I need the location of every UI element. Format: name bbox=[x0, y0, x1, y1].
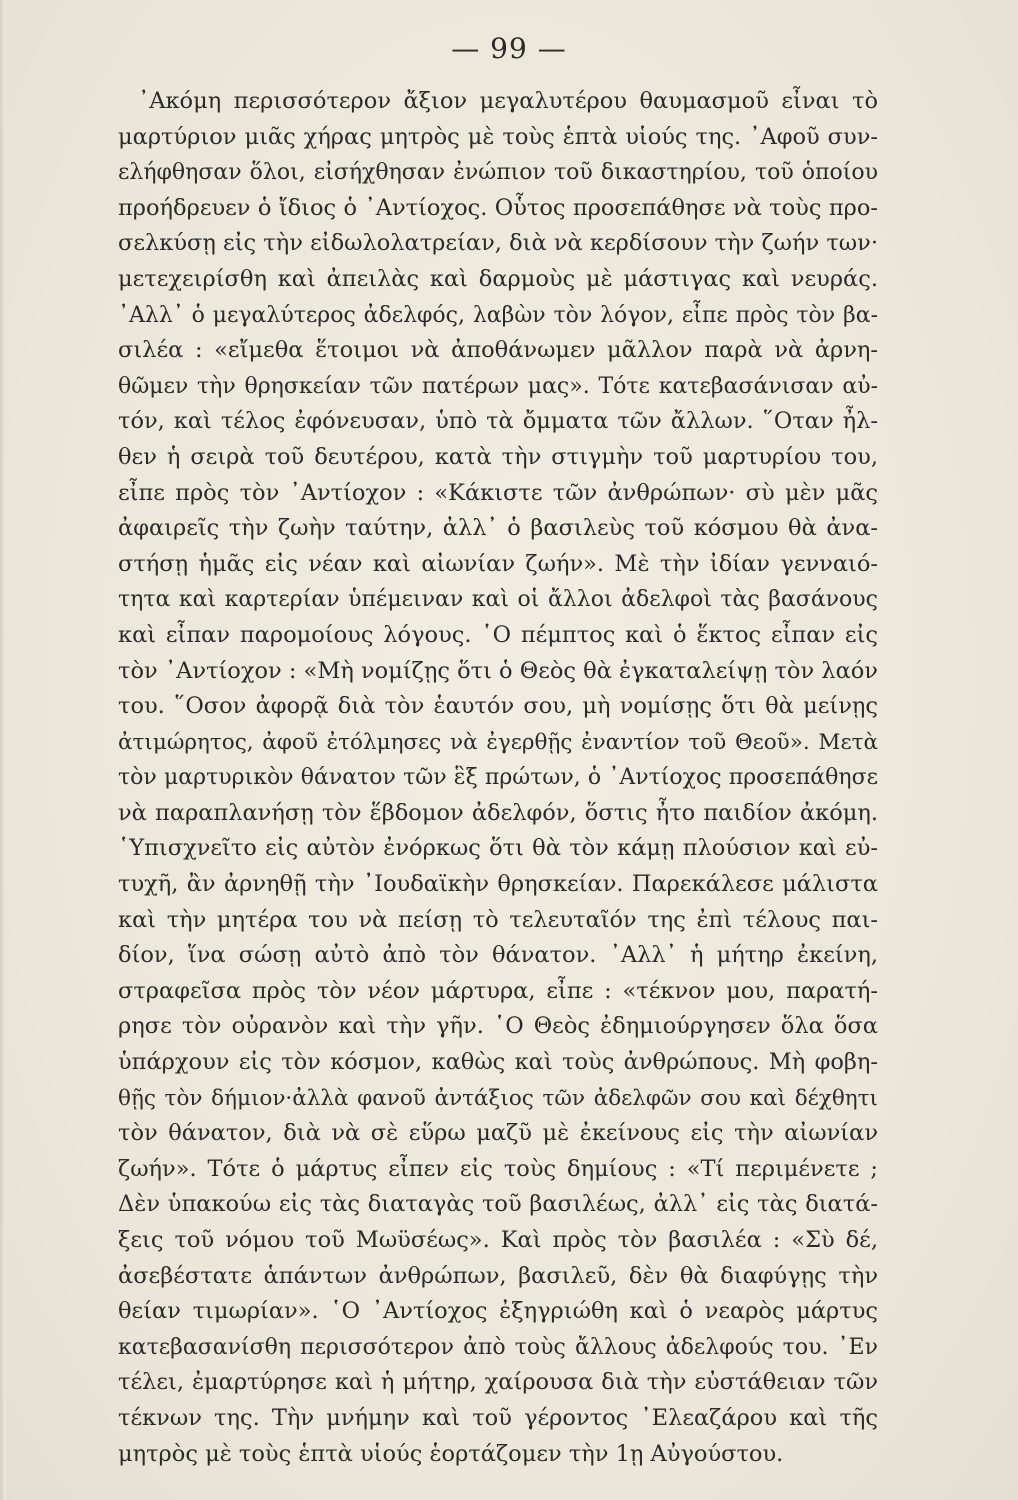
text-line: τὸν θάνατον, διὰ νὰ σὲ εὕρω μαζῦ μὲ ἐκείνους εἰς τὴν αἰωνίαν bbox=[118, 1120, 878, 1147]
text-line: μητρὸς μὲ τοὺς ἑπτὰ υἱούς ἑορτάζομεν τὴν 1ῃ Αὐγούστου. bbox=[118, 1440, 784, 1467]
text-line: θῶμεν τὴν θρησκείαν τῶν πατέρων μας». Τότε κατεβασάνισαν αὐ- bbox=[118, 373, 878, 399]
text-line: τὸν μαρτυρικὸν θάνατον τῶν ἓξ πρώτων, ὁ ᾿Αντίοχος προσεπάθησε bbox=[118, 765, 878, 791]
page-number: — 99 — bbox=[451, 32, 567, 65]
text-line: στήσῃ ἡμᾶς εἰς νέαν καὶ αἰωνίαν ζωήν». Μὲ τὴν ἰδίαν γενναιό- bbox=[118, 550, 878, 577]
text-line: ῾Υπισχνεῖτο εἰς αὐτὸν ἐνόρκως ὅτι θὰ τὸν κάμῃ πλούσιον καὶ εὐ- bbox=[118, 835, 878, 862]
text-line: μαρτύριον μιᾶς χήρας μητρὸς μὲ τοὺς ἑπτὰ υἱούς της. ᾿Αφοῦ συν- bbox=[118, 123, 878, 150]
text-line: τέλει, ἐμαρτύρησε καὶ ἡ μήτηρ, χαίρουσα διὰ τὴν εὐστάθειαν τῶν bbox=[118, 1369, 878, 1396]
text-line: ρησε τὸν οὐρανὸν καὶ τὴν γῆν. ῾Ο Θεὸς ἐδημιούργησεν ὅλα ὅσα bbox=[118, 1013, 878, 1040]
text-line: ᾿Ακόμη περισσότερον ἄξιον μεγαλυτέρου θαυμασμοῦ εἶναι τὸ bbox=[138, 88, 878, 114]
text-line: μετεχειρίσθη καὶ ἀπειλὰς καὶ δαρμοὺς μὲ μάστιγας καὶ νευράς. bbox=[118, 265, 878, 292]
text-line: ξεις τοῦ νόμου τοῦ Μωϋσέως». Καὶ πρὸς τὸν βασιλέα : «Σὺ δέ, bbox=[118, 1227, 878, 1253]
text-line: προήδρευεν ὁ ἴδιος ὁ ᾿Αντίοχος. Οὗτος προσεπάθησε νὰ τοὺς προ- bbox=[118, 194, 878, 221]
text-line: τυχῆ, ἂν ἀρνηθῇ τὴν ᾿Ιουδαϊκὴν θρησκείαν. Παρεκάλεσε μάλιστα bbox=[118, 871, 878, 898]
text-line: δίον, ἵνα σώσῃ αὐτὸ ἀπὸ τὸν θάνατον. ᾿Αλλ᾿ ἡ μήτηρ ἐκείνη, bbox=[118, 942, 878, 969]
text-line: καὶ εἶπαν παρομοίους λόγους. ῾Ο πέμπτος καὶ ὁ ἕκτος εἶπαν εἰς bbox=[118, 621, 878, 648]
page-binding-edge bbox=[0, 0, 6, 1500]
text-line: ελήφθησαν ὅλοι, εἰσήχθησαν ἐνώπιον τοῦ δικαστηρίου, τοῦ ὁποίου bbox=[118, 160, 878, 186]
body-text bbox=[118, 84, 878, 1472]
text-line: καὶ τὴν μητέρα του νὰ πείσῃ τὸ τελευταῖόν της ἐπὶ τέλους παι- bbox=[118, 906, 878, 933]
text-line: ᾿Αλλ᾿ ὁ μεγαλύτερος ἀδελφός, λαβὼν τὸν λόγον, εἶπε πρὸς τὸν βα- bbox=[118, 302, 878, 328]
text-line: ὑπάρχουν εἰς τὸν κόσμον, καθὼς καὶ τοὺς ἀνθρώπους. Μὴ φοβη- bbox=[118, 1049, 878, 1076]
text-line: σελκύσῃ εἰς τὴν εἰδωλολατρείαν, διὰ νὰ κερδίσουν τὴν ζωήν των· bbox=[118, 230, 878, 257]
text-line: τέκνων της. Τὴν μνήμην καὶ τοῦ γέροντος ᾿Ελεαζάρου καὶ τῆς bbox=[118, 1404, 878, 1431]
text-line: Δὲν ὑπακούω εἰς τὰς διαταγὰς τοῦ βασιλέως, ἀλλ᾿ εἰς τὰς διατά- bbox=[118, 1191, 878, 1218]
text-line: ἀσεβέστατε ἁπάντων ἀνθρώπων, βασιλεῦ, δὲν θὰ διαφύγῃς τὴν bbox=[118, 1262, 878, 1289]
text-line: τητα καὶ καρτερίαν ὑπέμειναν καὶ οἱ ἄλλοι ἀδελφοὶ τὰς βασάνους bbox=[118, 587, 878, 613]
text-line: ἀφαιρεῖς τὴν ζωὴν ταύτην, ἀλλ᾿ ὁ βασιλεὺς τοῦ κόσμου θὰ ἀνα- bbox=[118, 515, 878, 542]
text-line: κατεβασανίσθη περισσότερον ἀπὸ τοὺς ἄλλους ἀδελφούς του. ᾿Εν bbox=[118, 1334, 878, 1360]
text-line: του. ῞Οσον ἀφορᾷ διὰ τὸν ἑαυτόν σου, μὴ νομίσῃς ὅτι θὰ μείνῃς bbox=[118, 693, 878, 720]
text-line: θῇς τὸν δήμιον·ἀλλὰ φανοῦ ἀντάξιος τῶν ἀδελφῶν σου καὶ δέχθητι bbox=[118, 1085, 878, 1111]
text-line: τὸν ᾿Αντίοχον : «Μὴ νομίζῃς ὅτι ὁ Θεὸς θὰ ἐγκαταλείψῃ τὸν λαόν bbox=[118, 657, 878, 684]
text-line: εἶπε πρὸς τὸν ᾿Αντίοχον : «Κάκιστε τῶν ἀνθρώπων· σὺ μὲν μᾶς bbox=[118, 479, 878, 506]
text-line: ἀτιμώρητος, ἀφοῦ ἐτόλμησες νὰ ἐγερθῇς ἐναντίον τοῦ Θεοῦ». Μετὰ bbox=[118, 729, 878, 755]
text-line: τόν, καὶ τέλος ἐφόνευσαν, ὑπὸ τὰ ὄμματα τῶν ἄλλων. ῞Οταν ἦλ- bbox=[118, 408, 878, 435]
text-line: νὰ παραπλανήσῃ τὸν ἕβδομον ἀδελφόν, ὅστις ἦτο παιδίον ἀκόμη. bbox=[118, 799, 878, 826]
text-line: θείαν τιμωρίαν». ῾Ο ᾿Αντίοχος ἐξηγριώθη καὶ ὁ νεαρὸς μάρτυς bbox=[118, 1298, 878, 1325]
text-line: ζωήν». Τότε ὁ μάρτυς εἶπεν εἰς τοὺς δημίους : «Τί περιμένετε ; bbox=[118, 1155, 878, 1182]
text-line: στραφεῖσα πρὸς τὸν νέον μάρτυρα, εἶπε : «τέκνον μου, παρατή- bbox=[118, 977, 878, 1004]
text-line: θεν ἡ σειρὰ τοῦ δευτέρου, κατὰ τὴν στιγμὴν τοῦ μαρτυρίου του, bbox=[118, 443, 878, 470]
text-line: σιλέα : «εἴμεθα ἕτοιμοι νὰ ἀποθάνωμεν μᾶλλον παρὰ νὰ ἀρνη- bbox=[118, 337, 878, 364]
